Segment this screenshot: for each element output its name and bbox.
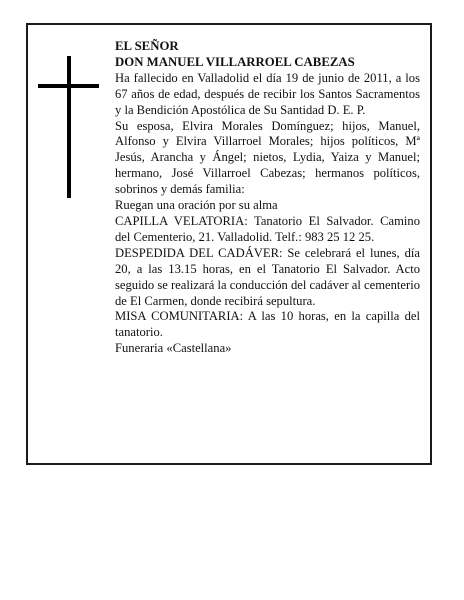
obituary-notice xyxy=(26,23,432,465)
family-list: Su esposa, Elvira Morales Domínguez; hijos, Manuel, Alfonso y Elvira Villarroel Morales; hijos políticos, Mª Jesús, Arancha y Ángel; nietos, Lydia, Yaiza y Manuel; hermano, José Villarroel Cabezas; hermanos políticos, sobrinos y demás familia: xyxy=(115,118,420,197)
deceased-name: DON MANUEL VILLARROEL CABEZAS xyxy=(115,54,355,69)
cross-icon xyxy=(67,56,71,198)
notice-text xyxy=(115,39,420,357)
cross-icon-bar xyxy=(38,84,99,88)
wake-chapel-info: CAPILLA VELATORIA: Tanatorio El Salvador. Camino del Cementerio, 21. Valladolid. Telf.: 983 25 12 25. xyxy=(115,213,420,244)
funeral-home: Funeraria «Castellana» xyxy=(115,341,232,356)
death-announcement: Ha fallecido en Valladolid el día 19 de junio de 2011, a los 67 años de edad, después de recibir los Santos Sacramentos y la Bendición Apostólica de Su Santidad D. E. P. xyxy=(115,70,420,117)
prayer-request: Ruegan una oración por su alma xyxy=(115,198,278,213)
farewell-info: DESPEDIDA DEL CADÁVER: Se celebrará el lunes, día 20, a las 13.15 horas, en el Tanatorio El Salvador. Acto seguido se realizará la conducción del cadáver al cementerio de El Carmen, donde recibirá sepultura. xyxy=(115,245,420,308)
notice-title: EL SEÑOR xyxy=(115,39,179,53)
mass-info: MISA COMUNITARIA: A las 10 horas, en la capilla del tanatorio. xyxy=(115,309,420,340)
